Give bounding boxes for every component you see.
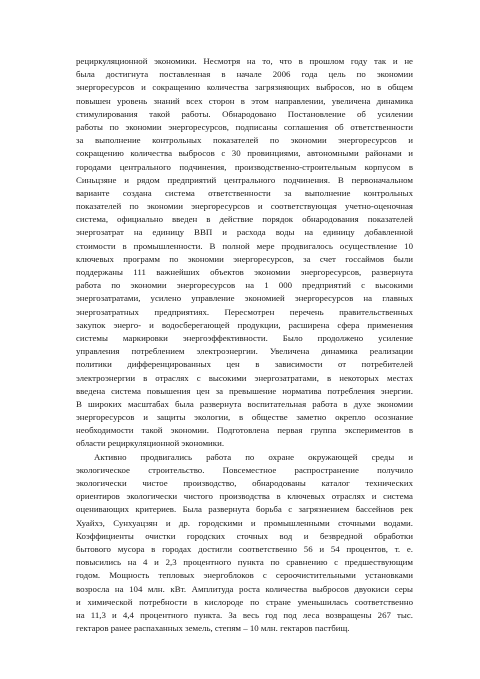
- text-line: варианте создана система ответственности за выполнение контрольных: [76, 187, 413, 198]
- text-line: на 11,3 и 4,4 процентного пункта. За весь год под леса возвращены 267 тыс.: [76, 609, 413, 620]
- text-line: политики дифференцированных цен в зависимости от потребителей: [76, 359, 413, 370]
- text-line: энергозатратных предприятиях. Пересмотрен перечень правительственных: [76, 306, 413, 317]
- text-line: ориентиров экологически чистого производства в ключевых отраслях и система: [76, 491, 413, 502]
- text-line: ключевых программ по экономии энергоресурсов, за счет госсаймов были: [76, 253, 413, 264]
- text-line: поддержаны 111 важнейших объектов экономии энергоресурсов, развернута: [76, 267, 413, 277]
- text-line: Хуайхэ, Сунхуацзян и др. городскими и промышленными сточными водами.: [76, 517, 413, 528]
- text-line: возросла на 104 млн. кВт. Амплитуда роста количества выбросов двуокиси серы: [76, 583, 413, 594]
- text-line: области рециркуляционной экономики.: [76, 438, 225, 449]
- text-line: Коэффициенты очистки городских сточных вод и безвредной обработки: [76, 530, 413, 541]
- text-line: сокращению количества выбросов с 30 провинциями, автономными районами и: [76, 148, 413, 159]
- text-line: бытового мусора в городах достигли соответственно 56 и 54 процентов, т. е.: [76, 543, 413, 554]
- text-line: стимулирования такой работы. Обнародовано Постановление об усилении: [76, 108, 413, 119]
- text-line: экологически чистое производство, обнародованы каталог технических: [76, 478, 413, 488]
- text-line: экологическое строительство. Повсеместное распространение получило: [76, 464, 413, 475]
- paragraph-energy-saving: [76, 55, 413, 451]
- text-line: В широких масштабах была развернута воспитательная работа в духе экономии: [76, 398, 413, 409]
- text-line: за выполнение контрольных показателей по экономии энергоресурсов и: [76, 135, 413, 146]
- text-line: системы маркировки энергоэффективности. Было продолжено усиление: [76, 332, 413, 343]
- text-line: энергозатратами, усилено управление экономией энергоресурсов на главных: [76, 293, 413, 304]
- paragraph-environment-protection: [76, 451, 413, 636]
- text-line: работа по экономии энергоресурсов на 1 000 предприятий с высокими: [76, 280, 413, 291]
- text-line: стоимости в промышленности. В полной мере продвигалось осуществление 10: [76, 240, 413, 251]
- text-line: была достигнута поставленная в начале 2006 года цель по экономии: [76, 69, 413, 80]
- document-body: [76, 55, 413, 635]
- text-line: гектаров ранее распаханных земель, степям – 10 млн. гектаров пастбищ.: [76, 623, 350, 634]
- text-line: оценивающих критериев. Была развернута борьба с загрязнением бассейнов рек: [76, 504, 413, 515]
- text-line: показателей по экономии энергоресурсов и соответствующая учетно-оценочная: [76, 201, 413, 212]
- text-line: закупок энерго- и водосберегающей продукции, расширена сфера применения: [76, 319, 413, 330]
- text-line: энергоресурсов и сокращению количества загрязняющих выбросов, но в общем: [76, 82, 413, 93]
- text-line: рециркуляционной экономики. Несмотря на то, что в прошлом году так и не: [76, 56, 413, 66]
- text-line: необходимости такой экономии. Подготовлена первая группа экспериментов в: [76, 425, 413, 436]
- text-line: городами центрального подчинения, производственно-строительным корпусом в: [76, 161, 413, 172]
- text-line: повышен уровень знаний всех сторон в этом направлении, увеличена динамика: [76, 95, 413, 106]
- text-line: работы по экономии энергоресурсов, подписаны соглашения об ответственности: [76, 121, 413, 132]
- text-line: введена система повышения цен за превышение норматива потребления энергии.: [76, 385, 413, 396]
- text-line: энергоресурсов и защиты экологии, в обществе заметно окрепло осознание: [76, 412, 413, 423]
- text-line: система, официально введен в действие порядок обнародования показателей: [76, 214, 413, 225]
- text-line: энергозатрат на единицу ВВП и расхода воды на единицу добавленной: [76, 227, 413, 238]
- text-line: годом. Мощность тепловых энергоблоков с сероочистительными установками: [76, 570, 413, 581]
- text-line: повысились на 4 и 2,3 процентного пункта по сравнению с предшествующим: [76, 557, 413, 568]
- text-line: электроэнергии в отраслях с высокими энергозатратами, в некоторых местах: [76, 372, 413, 383]
- text-line: Синьцзяне и рядом предприятий центрального подчинения. В первоначальном: [76, 174, 413, 185]
- text-line: управления потреблением электроэнергии. Увеличена динамика реализации: [76, 346, 413, 357]
- text-line: и химической потребности в кислороде по стране уменьшилась соответственно: [76, 596, 413, 607]
- text-line: Активно продвигались работа по охране окружающей среды и: [94, 451, 413, 462]
